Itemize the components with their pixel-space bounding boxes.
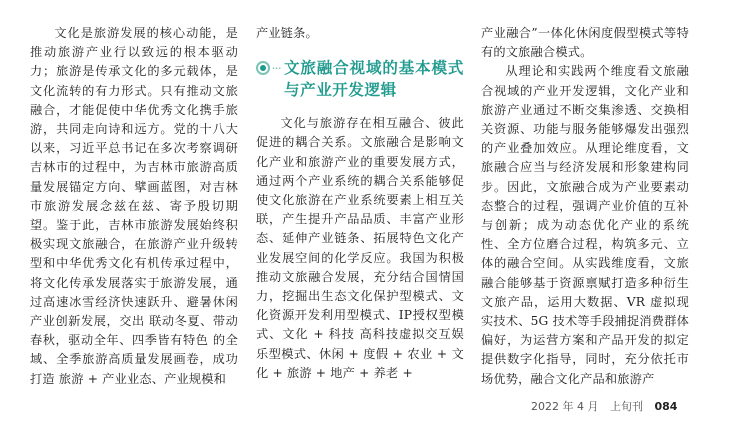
text-column-middle <box>256 24 464 383</box>
section-heading <box>256 57 464 101</box>
text-column-right <box>481 24 689 389</box>
dots-icon: ··· <box>272 64 282 74</box>
circle-bullet-icon <box>256 61 270 75</box>
paragraph: 文化是旅游发展的核心动能，是推动旅游产业行以致远的根本驱动力；旅游是传承文化的多元载体，是文化流转的有力形式。只有推动文旅融合，才能促使中华优秀文化携手旅游，共同走向诗和远方。党的十八大以来，习近平总书记在多次考察调研吉林市的过程中，为吉林市旅游高质量发展锚定方向、擘画蓝图，对吉林市旅游发展念兹在兹、寄予殷切期望。鉴于此，吉林市旅游发展始终积极实现文旅融合，在旅游产业升级转型和中华优秀文化有机传承过程中，将文化传承发展落实于旅游发展，通过高速冰雪经济快速跃升、避暑休闲产业创新发展，交出 联动冬夏、带动春秋，驱动全年、四季皆有特色 的全域、全季旅游高质量发展画卷，成功打造 旅游 + 产业业态、产业规模和 <box>30 26 238 386</box>
issue-date: 2022 年 4 月 <box>531 400 599 413</box>
section-heading-text: 文旅融合视域的基本模式与产业开发逻辑 <box>284 59 464 100</box>
paragraph: 产业融合”一体化休闲度假型模式等特有的文旅融合模式。 <box>481 26 689 60</box>
page-footer <box>531 398 677 414</box>
issue-period: 上旬刊 <box>609 400 643 413</box>
page-number: 084 <box>654 400 678 413</box>
paragraph: 产业链条。 <box>256 26 318 40</box>
text-column-left <box>30 24 238 389</box>
paragraph: 从理论和实践两个维度看文旅融合视域的产业开发逻辑，文化产业和旅游产业通过不断交集渗透、交换相关资源、功能与服务能够爆发出强烈的产业叠加效应。从理论维度看，文旅融合应当与经济发展和形象建构同步。因此，文旅融合成为产业要素动态整合的过程，强调产业价值的互补与创新；成为动态优化产业的系统性、全方位磨合过程，构筑多元、立体的融合空间。从实践维度看，文旅融合能够基于资源禀赋打造多种衍生文旅产品，运用大数据、VR 虚拟现实技术、5G 技术等手段捕捉消费群体偏好，为运营方案和产品开发的拟定提供数字化指导，同时，充分依托市场优势，融合文化产品和旅游产 <box>481 64 689 386</box>
paragraph: 文化与旅游存在相互融合、彼此促进的耦合关系。文旅融合是影响文化产业和旅游产业的重要发展方式，通过两个产业系统的耦合关系能够促使文化旅游在产业系统要素上相互关联，产生提升产品品质、丰富产业形态、延伸产业链条、拓展特色文化产业发展空间的化学反应。我国为积极推动文旅融合发展，充分结合国情国力，挖掘出生态文化保护型模式、文化资源开发利用型模式、IP授权型模式、文化 + 科技 高科技虚拟交互娱乐型模式、休闲 + 度假 + 农业 + 文化 + 旅游 + 地产 + 养老 + <box>256 116 464 380</box>
